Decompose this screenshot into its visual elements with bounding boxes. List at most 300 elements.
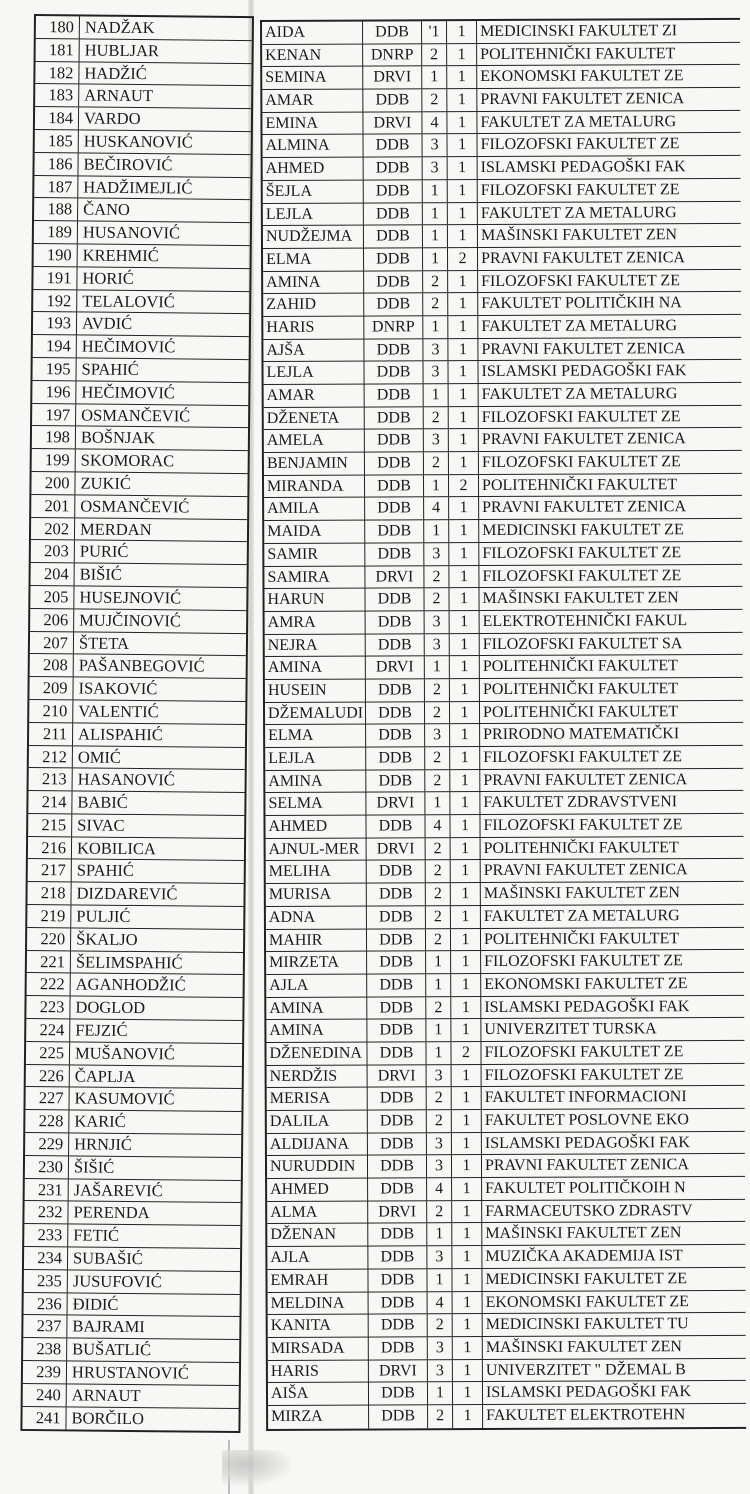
scholarship-type-cell: DNRP [363, 44, 422, 66]
row-number: 235 [24, 1270, 68, 1292]
student-row [268, 1313, 746, 1338]
first-name-cell: AMINA [263, 271, 364, 293]
first-name-cell: AMELA [264, 430, 365, 452]
first-name-cell: HARIS [263, 316, 364, 338]
row-number: 195 [32, 358, 76, 380]
first-name-cell: MERISA [267, 1088, 368, 1110]
surname-cell: OMIĆ [77, 746, 122, 767]
surname-cell: BAJRAMI [72, 1316, 145, 1337]
study-cycle-cell: 1 [451, 997, 481, 1019]
study-cycle-cell: 1 [449, 520, 479, 542]
row-number: 191 [33, 267, 77, 289]
study-cycle-cell: 1 [452, 1269, 482, 1291]
surname-cell: HADŽIĆ [84, 63, 147, 83]
student-row [266, 905, 744, 930]
scholarship-type-cell: DDB [369, 1337, 428, 1359]
student-row [263, 338, 741, 363]
student-row [262, 65, 740, 90]
faculty-cell: FILOZOFSKI FAKULTET ZE [481, 271, 681, 290]
faculty-cell: POLITEHNIČKI FAKULTET [482, 680, 679, 698]
surname-cell: ŠTETA [78, 632, 130, 653]
scholarship-type-cell: DDB [364, 248, 423, 270]
surname-row [24, 1247, 240, 1272]
scholarship-type-cell: DDB [365, 430, 424, 452]
scholarship-type-cell: DDB [367, 906, 426, 928]
row-number: 186 [34, 153, 78, 175]
row-number: 234 [24, 1247, 68, 1269]
row-number: 189 [34, 221, 78, 243]
row-number: 194 [33, 335, 77, 357]
study-cycle-cell: 1 [452, 1110, 482, 1132]
student-row [266, 1041, 744, 1066]
scholarship-type-cell: DDB [369, 1405, 428, 1428]
surname-cell: SPAHIĆ [81, 359, 139, 379]
row-number: 239 [23, 1361, 67, 1383]
scholarship-type-cell: DDB [364, 203, 423, 225]
surname-cell: ŠELIMSPAHIĆ [75, 952, 183, 973]
student-row [263, 269, 741, 294]
first-name-cell: ALDIJANA [267, 1133, 368, 1155]
student-row [266, 973, 744, 998]
study-cycle-cell: 1 [450, 792, 480, 814]
study-year-cell: 3 [423, 135, 448, 157]
surname-row [29, 745, 245, 770]
row-number: 214 [28, 791, 72, 813]
student-row [267, 1086, 745, 1111]
surname-cell: MERDAN [79, 518, 152, 539]
faculty-cell: FAKULTET POLITIČKOIH N [485, 1179, 686, 1198]
surname-row [23, 1338, 239, 1363]
first-name-cell: AMRA [265, 611, 366, 633]
first-name-cell: LEJLA [265, 748, 366, 770]
study-cycle-cell: 1 [449, 429, 479, 451]
study-cycle-cell: 1 [451, 906, 481, 928]
scholarship-type-cell: DDB [367, 951, 426, 973]
scholarship-type-cell: DDB [365, 588, 424, 610]
scholarship-type-cell: DDB [364, 157, 423, 179]
surname-cell: PAŠANBEGOVIĆ [78, 655, 205, 676]
surname-cell: AVDIĆ [81, 313, 133, 334]
study-cycle-cell: 1 [447, 89, 477, 111]
surname-cell: HORIĆ [82, 268, 134, 288]
scholarship-type-cell: DDB [367, 1020, 426, 1042]
student-row [265, 814, 743, 839]
faculty-cell: ISLAMSKI PEDAGOŠKI FAK [484, 1133, 691, 1152]
study-year-cell: 2 [423, 293, 448, 315]
scholarship-type-cell: DRVI [365, 566, 424, 588]
surname-cell: BUŠATLIĆ [72, 1339, 152, 1360]
surname-row [25, 1156, 241, 1181]
surname-row [30, 632, 246, 657]
faculty-cell: PRAVNI FAKULTET ZENICA [483, 861, 688, 880]
surname-cell: ISAKOVIĆ [78, 678, 158, 699]
study-year-cell: 2 [428, 1405, 453, 1428]
surname-cell: DOGLOD [75, 997, 146, 1018]
study-cycle-cell: 1 [449, 384, 479, 406]
study-year-cell: 2 [424, 588, 449, 610]
surname-row [34, 244, 250, 269]
student-row [266, 859, 744, 884]
student-row [267, 1154, 745, 1179]
student-row [265, 610, 743, 635]
surname-cell: ŠKALJO [76, 929, 138, 949]
student-row [264, 496, 742, 521]
study-year-cell: 1 [423, 248, 448, 270]
surname-row [36, 16, 252, 41]
surname-cell: HRUSTANOVIĆ [71, 1362, 189, 1383]
study-year-cell: 3 [423, 339, 448, 361]
surname-row [33, 267, 249, 292]
row-number: 181 [36, 39, 80, 61]
surname-cell: ČAPLJA [74, 1066, 136, 1086]
faculty-cell: FAKULTET ZA METALURG [483, 906, 680, 925]
study-year-cell: 4 [428, 1292, 453, 1314]
study-year-cell: 2 [425, 702, 450, 724]
study-cycle-cell: 1 [452, 1201, 482, 1223]
study-year-cell: 3 [428, 1360, 453, 1382]
surname-row [31, 563, 247, 588]
study-cycle-cell: 1 [453, 1314, 483, 1336]
row-number: 199 [32, 449, 76, 471]
student-row [267, 1132, 745, 1157]
surname-cell: ARNAUT [84, 85, 154, 106]
scholarship-type-cell: DDB [365, 520, 424, 542]
surname-cell: FETIĆ [73, 1225, 120, 1246]
scholarship-type-cell: DRVI [369, 1360, 428, 1382]
surname-row [32, 449, 248, 474]
faculty-cell: UNIVERZITET TURSKA [484, 1020, 657, 1039]
surname-cell: BIŠIĆ [79, 564, 122, 584]
study-cycle-cell: 1 [448, 134, 478, 156]
faculty-cell: ISLAMSKI PEDAGOŠKI FAK [481, 362, 687, 381]
surname-row [34, 198, 250, 223]
faculty-cell: PRAVNI FAKULTET ZENICA [481, 430, 686, 449]
faculty-cell: FAKULTET ZA METALURG [481, 385, 678, 404]
study-year-cell: 3 [427, 1065, 452, 1087]
study-year-cell: 3 [424, 543, 449, 565]
surname-row [26, 1065, 242, 1090]
study-cycle-cell: 1 [448, 157, 478, 179]
surname-row [34, 221, 250, 246]
faculty-cell: FILOZOFSKI FAKULTET ZE [482, 566, 682, 585]
first-name-cell: AJLA [267, 1247, 368, 1269]
faculty-cell: FILOZOFSKI FAKULTET ZE [481, 453, 681, 472]
first-name-cell: LEJLA [263, 203, 364, 225]
student-row [262, 20, 740, 45]
scholarship-type-cell: DDB [364, 180, 423, 202]
first-name-cell: MAHIR [266, 929, 367, 951]
student-details-table [260, 18, 746, 1431]
first-name-cell: ŠEJLA [263, 180, 364, 202]
row-number: 228 [25, 1110, 69, 1132]
student-row [263, 315, 741, 340]
study-cycle-cell: 1 [449, 452, 479, 474]
faculty-cell: PRAVNI FAKULTET ZENICA [484, 1156, 689, 1175]
first-name-cell: HARIS [268, 1360, 369, 1382]
surname-row [25, 1179, 241, 1204]
faculty-cell: MEDICINSKI FAKULTET ZE [482, 521, 684, 540]
study-year-cell: 3 [427, 1156, 452, 1178]
scholarship-type-cell: DDB [364, 339, 423, 361]
surname-row [28, 791, 244, 816]
faculty-cell: FAKULTET ZA METALURG [480, 203, 677, 222]
row-number: 184 [35, 107, 79, 129]
study-cycle-cell: 1 [448, 339, 478, 361]
surname-cell: KARIĆ [74, 1111, 126, 1132]
row-number: 221 [27, 951, 71, 973]
row-number: 208 [30, 654, 74, 676]
first-name-cell: AMILA [264, 498, 365, 520]
scholarship-type-cell: DDB [368, 1269, 427, 1291]
surname-row [35, 107, 251, 132]
study-year-cell: 1 [428, 1382, 453, 1404]
study-cycle-cell: 1 [450, 724, 480, 746]
faculty-cell: EKONOMSKI FAKULTET ZE [485, 1292, 689, 1311]
faculty-cell: MAŠINSKI FAKULTET ZEN [485, 1224, 682, 1243]
surname-row [25, 1087, 241, 1112]
surname-row [29, 768, 245, 793]
faculty-cell: ISLAMSKI PEDAGOŠKI FAK [480, 158, 686, 177]
surname-row [28, 859, 244, 884]
faculty-cell: PRAVNI FAKULTET ZENICA [480, 90, 685, 109]
student-row [265, 655, 743, 680]
study-cycle-cell: 1 [448, 180, 478, 202]
first-name-cell: DŽENETA [264, 407, 365, 429]
faculty-cell: MAŠINSKI FAKULTET ZEN [482, 589, 679, 608]
study-cycle-cell: 1 [449, 407, 479, 429]
study-cycle-cell: 1 [452, 1223, 482, 1245]
study-year-cell: 2 [425, 747, 450, 769]
study-year-cell: 1 [422, 67, 447, 89]
scholarship-type-cell: DRVI [368, 1201, 427, 1223]
study-cycle-cell: 2 [448, 248, 478, 270]
row-number: 212 [29, 745, 73, 767]
row-number: 209 [29, 677, 73, 699]
study-year-cell: 2 [427, 1201, 452, 1223]
first-name-cell: EMINA [262, 112, 363, 134]
study-year-cell: 1 [423, 203, 448, 225]
faculty-cell: FAKULTET ZA METALURG [481, 317, 678, 335]
study-year-cell: 2 [422, 44, 447, 66]
surname-cell: HEČIMOVIĆ [81, 382, 175, 403]
study-year-cell: 2 [423, 271, 448, 293]
faculty-cell: POLITEHNIČKI FAKULTET [483, 838, 679, 857]
scholarship-type-cell: DDB [364, 225, 423, 247]
study-year-cell: 1 [423, 180, 448, 202]
student-row [267, 1177, 745, 1202]
student-row [262, 43, 740, 68]
first-name-cell: AJŠA [263, 339, 364, 361]
scholarship-type-cell: DDB [367, 929, 426, 951]
study-cycle-cell: 1 [448, 225, 478, 247]
surname-row [35, 130, 251, 155]
scholarship-type-cell: DDB [365, 407, 424, 429]
student-row [262, 88, 740, 113]
student-row [265, 678, 743, 703]
student-row [267, 1200, 745, 1225]
study-year-cell: 4 [422, 112, 447, 134]
surname-cell: SIVAC [77, 815, 125, 835]
study-cycle-cell: 1 [452, 1155, 482, 1177]
surname-cell: VALENTIĆ [78, 701, 159, 722]
surname-row [23, 1361, 239, 1386]
row-number: 211 [29, 723, 73, 745]
study-year-cell: 2 [426, 906, 451, 928]
faculty-cell: PRAVNI FAKULTET ZENICA [482, 498, 687, 517]
study-cycle-cell: 1 [449, 543, 479, 565]
faculty-cell: ELEKTROTEHNIČKI FAKUL [482, 612, 688, 630]
scholarship-type-cell: DDB [367, 974, 426, 996]
surname-cell: OSMANČEVIĆ [81, 405, 191, 426]
row-number: 237 [23, 1315, 67, 1337]
faculty-cell: FILOZOFSKI FAKULTET ZE [480, 180, 680, 199]
faculty-cell: FAKULTET ELEKTROTEHN [486, 1406, 686, 1424]
first-name-cell: AMINA [265, 770, 366, 792]
surname-table [20, 14, 254, 1433]
faculty-cell: MEDICINSKI FAKULTET ZE [485, 1269, 688, 1288]
first-name-cell: KENAN [262, 44, 363, 66]
surname-cell: ALISPAHIĆ [78, 724, 163, 744]
study-year-cell: 2 [428, 1314, 453, 1336]
surname-cell: HADŽIMEJLIĆ [83, 177, 193, 198]
study-cycle-cell: 1 [448, 316, 478, 338]
first-name-cell: AIDA [262, 22, 363, 44]
scholarship-type-cell: DRVI [363, 67, 422, 89]
student-row [267, 1268, 745, 1293]
row-number: 226 [26, 1065, 70, 1087]
study-cycle-cell: 1 [448, 203, 478, 225]
study-cycle-cell: 1 [453, 1292, 483, 1314]
row-number: 222 [27, 973, 71, 995]
scholarship-type-cell: DDB [364, 362, 423, 384]
first-name-cell: SEMINA [262, 67, 363, 89]
student-row [266, 950, 744, 975]
scholarship-type-cell: DDB [365, 384, 424, 406]
surname-row [26, 1042, 242, 1067]
scholarship-type-cell: DDB [365, 452, 424, 474]
scholarship-type-cell: DRVI [367, 838, 426, 860]
faculty-cell: PRAVNI FAKULTET ZENICA [483, 770, 688, 789]
row-number: 197 [32, 404, 76, 426]
surname-row [31, 518, 247, 543]
scan-smudge [222, 1450, 292, 1486]
faculty-cell: FILOZOFSKI FAKULTET ZE [484, 1065, 684, 1084]
row-number: 220 [27, 928, 71, 950]
study-cycle-cell: 1 [450, 634, 480, 656]
surname-row [23, 1315, 239, 1340]
faculty-cell: MAŠINSKI FAKULTET ZEN [483, 884, 681, 903]
row-number: 225 [26, 1042, 70, 1064]
first-name-cell: AHMED [263, 158, 364, 180]
faculty-cell: FAKULTET POLITIČKIH NA [481, 294, 682, 313]
faculty-cell: FILOZOFSKI FAKULTET ZE [484, 952, 683, 971]
study-year-cell: 1 [424, 475, 449, 497]
study-year-cell: 2 [422, 89, 447, 111]
first-name-cell: AHMED [265, 816, 366, 838]
row-number: 192 [33, 290, 77, 312]
surname-row [34, 176, 250, 201]
study-cycle-cell: 1 [450, 611, 480, 633]
study-cycle-cell: 1 [450, 679, 480, 701]
study-year-cell: 3 [427, 1246, 452, 1268]
surname-cell: KASUMOVIĆ [74, 1088, 175, 1109]
surname-cell: DIZDAREVIĆ [76, 883, 178, 904]
study-year-cell: 1 [425, 656, 450, 678]
surname-cell: ARNAUT [71, 1385, 141, 1405]
study-year-cell: 3 [424, 430, 449, 452]
faculty-cell: PRAVNI FAKULTET ZENICA [481, 249, 685, 267]
surname-row [24, 1293, 240, 1318]
faculty-cell: ISLAMSKI PEDAGOŠKI FAK [484, 997, 690, 1016]
faculty-cell: FAKULTET ZDRAVSTVENI [483, 793, 678, 812]
surname-row [26, 996, 242, 1021]
study-year-cell: 2 [426, 861, 451, 883]
study-cycle-cell: 1 [450, 770, 480, 792]
student-row [263, 360, 741, 385]
row-number: 205 [30, 586, 74, 608]
student-row [263, 201, 741, 226]
first-name-cell: SAMIRA [264, 566, 365, 588]
surname-cell: OSMANČEVIĆ [80, 496, 190, 517]
first-name-cell: SELMA [265, 793, 366, 815]
surname-cell: HUSKANOVIĆ [83, 131, 193, 152]
scholarship-type-cell: DDB [367, 1042, 426, 1064]
row-number: 206 [30, 609, 74, 631]
study-year-cell: 2 [424, 452, 449, 474]
surname-row [32, 404, 248, 429]
faculty-cell: PRAVNI FAKULTET ZENICA [481, 339, 686, 358]
student-row [264, 428, 742, 453]
study-cycle-cell: 1 [451, 1019, 481, 1041]
study-year-cell: 4 [425, 815, 450, 837]
study-year-cell: 3 [428, 1337, 453, 1359]
student-row [265, 632, 743, 657]
study-year-cell: 4 [424, 498, 449, 520]
surname-row [36, 39, 252, 64]
row-number: 183 [35, 84, 79, 106]
student-row [268, 1336, 746, 1361]
scholarship-type-cell: DRVI [366, 793, 425, 815]
student-row [264, 474, 742, 499]
study-year-cell: 3 [425, 724, 450, 746]
row-number: 202 [31, 518, 75, 540]
surname-cell: ČANO [83, 199, 130, 220]
study-cycle-cell: 1 [447, 66, 477, 88]
study-year-cell: 3 [423, 361, 448, 383]
first-name-cell: ZAHID [263, 294, 364, 316]
study-cycle-cell: 1 [451, 860, 481, 882]
student-row [263, 247, 741, 272]
row-number: 201 [31, 495, 75, 517]
surname-row [30, 609, 246, 634]
row-number: 196 [32, 381, 76, 403]
row-number: 236 [24, 1293, 68, 1315]
study-year-cell: 2 [427, 1110, 452, 1132]
surname-row [33, 335, 249, 360]
study-cycle-cell: 1 [450, 815, 480, 837]
faculty-cell: EKONOMSKI FAKULTET ZE [480, 67, 684, 86]
study-year-cell: 2 [424, 407, 449, 429]
study-cycle-cell: 1 [451, 951, 481, 973]
first-name-cell: AMINA [266, 997, 367, 1019]
study-cycle-cell: 1 [451, 929, 481, 951]
faculty-cell: FILOZOFSKI FAKULTET ZE [482, 543, 682, 562]
surname-row [27, 973, 243, 998]
surname-row [23, 1384, 239, 1409]
first-name-cell: DŽENAN [267, 1224, 368, 1246]
row-number: 215 [28, 814, 72, 836]
first-name-cell: HARUN [264, 589, 365, 611]
